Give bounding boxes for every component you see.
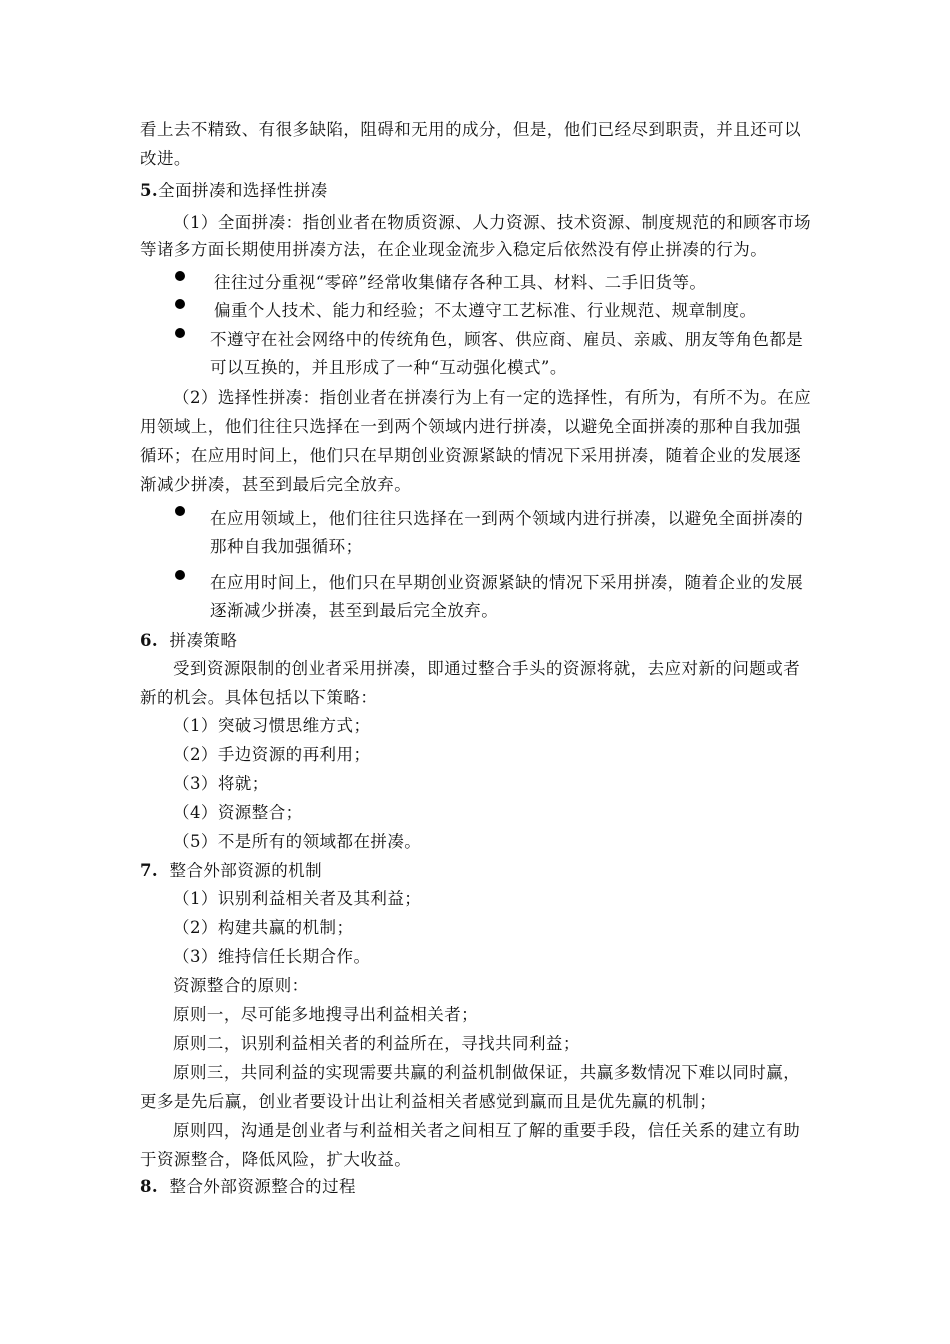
bullet-item-1: 往往过分重视“零碎”经常收集储存各种工具、材料、二手旧货等。	[214, 273, 707, 292]
bullet-item-2: 偏重个人技术、能力和经验；不太遵守工艺标准、行业规范、规章制度。	[214, 301, 757, 320]
bullet-item-5-line-1: 在应用时间上，他们只在早期创业资源紧缺的情况下采用拼凑，随着企业的发展	[210, 573, 804, 592]
section-6-number: 6.	[140, 631, 159, 650]
strategy-intro-line-1: 受到资源限制的创业者采用拼凑，即通过整合手头的资源将就，去应对新的问题或者	[173, 659, 801, 678]
principle-4-line-2: 于资源整合，降低风险，扩大收益。	[140, 1150, 412, 1169]
section-8-title: 整合外部资源整合的过程	[169, 1177, 356, 1196]
section-5-number: 5.	[140, 181, 159, 200]
selective-bricolage-line-2: 用领域上，他们往往只选择在一到两个领域内进行拼凑，以避免全面拼凑的那种自我加强	[140, 417, 802, 436]
mechanism-item: （2）构建共赢的机制；	[173, 918, 354, 937]
bullet-icon	[175, 506, 185, 516]
strategy-item: （1）突破习惯思维方式；	[173, 716, 371, 735]
full-bricolage-line-2: 等诸多方面长期使用拼凑方法，在企业现金流步入稳定后依然没有停止拼凑的行为。	[140, 240, 768, 259]
strategy-item: （2）手边资源的再利用；	[173, 745, 371, 764]
bullet-icon	[175, 328, 185, 338]
section-8-number: 8.	[140, 1177, 159, 1196]
bullet-item-3-line-2: 可以互换的，并且形成了一种“互动强化模式”。	[210, 358, 567, 377]
selective-bricolage-line-4: 渐减少拼凑，甚至到最后完全放弃。	[140, 475, 412, 494]
intro-line-1: 看上去不精致、有很多缺陷，阻碍和无用的成分，但是，他们已经尽到职责，并且还可以	[140, 120, 802, 139]
principle-1: 原则一，尽可能多地搜寻出利益相关者；	[173, 1005, 479, 1024]
bullet-item-3-line-1: 不遵守在社会网络中的传统角色，顾客、供应商、雇员、亲戚、朋友等角色都是	[210, 330, 804, 349]
strategy-item: （3）将就；	[173, 774, 269, 793]
bullet-icon	[175, 570, 185, 580]
section-5-heading	[140, 181, 328, 201]
principle-3-line-1: 原则三，共同利益的实现需要共赢的利益机制做保证，共赢多数情况下难以同时赢，	[173, 1063, 801, 1082]
section-7-number: 7.	[140, 861, 159, 880]
mechanism-item: （3）维持信任长期合作。	[173, 947, 371, 966]
bullet-item-5-line-2: 逐渐减少拼凑，甚至到最后完全放弃。	[210, 601, 499, 620]
selective-bricolage-line-3: 循环；在应用时间上，他们只在早期创业资源紧缺的情况下采用拼凑，随着企业的发展逐	[140, 446, 802, 465]
principle-4-line-1: 原则四，沟通是创业者与利益相关者之间相互了解的重要手段，信任关系的建立有助	[173, 1121, 801, 1140]
mechanism-item: （1）识别利益相关者及其利益；	[173, 889, 422, 908]
bullet-item-4-line-2: 那种自我加强循环；	[210, 537, 363, 556]
strategy-item: （5）不是所有的领域都在拼凑。	[173, 832, 422, 851]
principle-2: 原则二，识别利益相关者的利益所在，寻找共同利益；	[173, 1034, 580, 1053]
section-6-heading	[140, 631, 237, 651]
section-7-title: 整合外部资源的机制	[169, 861, 323, 880]
principles-title: 资源整合的原则：	[173, 976, 309, 995]
strategy-item: （4）资源整合；	[173, 803, 303, 822]
section-8-heading	[140, 1177, 356, 1197]
section-7-heading	[140, 861, 322, 881]
principle-3-line-2: 更多是先后赢，创业者要设计出让利益相关者感觉到赢而且是优先赢的机制；	[140, 1092, 717, 1111]
strategy-intro-line-2: 新的机会。具体包括以下策略：	[140, 688, 378, 707]
section-6-title: 拼凑策略	[169, 631, 238, 650]
selective-bricolage-line-1: （2）选择性拼凑：指创业者在拼凑行为上有一定的选择性，有所为，有所不为。在应	[173, 388, 812, 407]
section-5-title: 全面拼凑和选择性拼凑	[158, 181, 328, 200]
bullet-icon	[175, 299, 185, 309]
intro-line-2: 改进。	[140, 149, 191, 168]
bullet-item-4-line-1: 在应用领域上，他们往往只选择在一到两个领域内进行拼凑，以避免全面拼凑的	[210, 509, 804, 528]
full-bricolage-line-1: （1）全面拼凑：指创业者在物质资源、人力资源、技术资源、制度规范的和顾客市场	[173, 213, 812, 232]
bullet-icon	[175, 271, 185, 281]
